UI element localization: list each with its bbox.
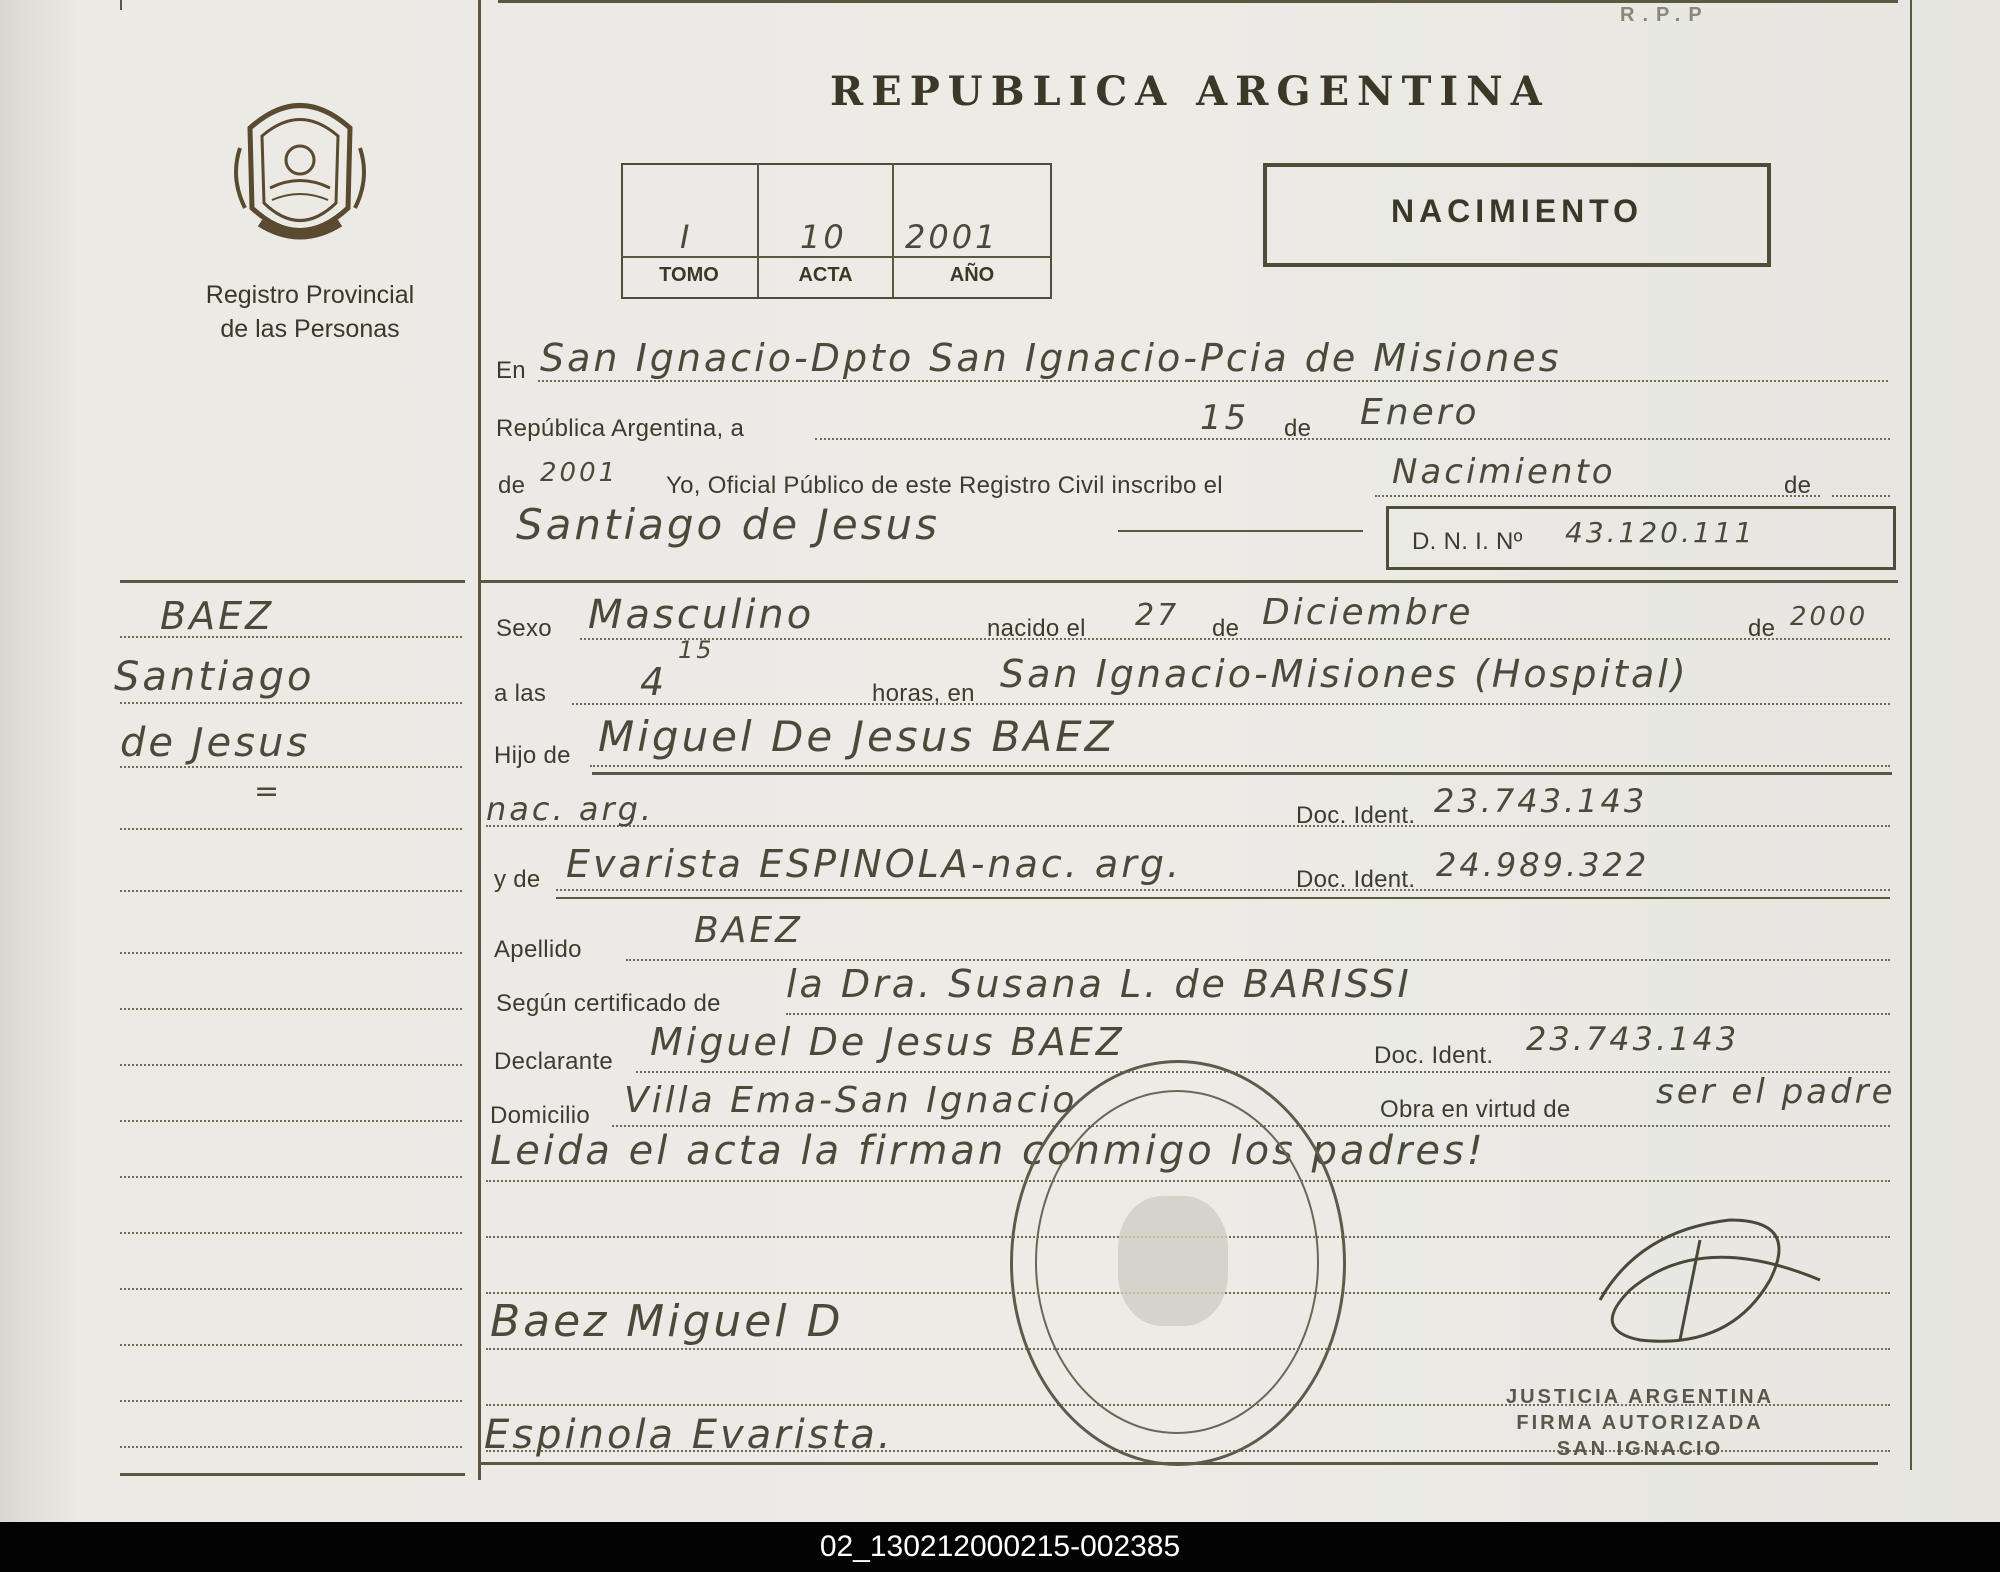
- child-name-line: [1118, 530, 1363, 532]
- line-apellido: [626, 959, 1890, 961]
- birth-month-value: Diciembre: [1262, 592, 1474, 633]
- margin-surname: BAEZ: [160, 594, 275, 638]
- margin-equals: =: [254, 774, 283, 809]
- margin-line: [120, 1400, 462, 1402]
- ano-value: 2001: [905, 218, 999, 256]
- tomo-value: I: [680, 218, 693, 256]
- margin-top-rule: [120, 580, 465, 583]
- label-obra-en-virtud: Obra en virtud de: [1380, 1096, 1571, 1123]
- label-doc-ident-1: Doc. Ident.: [1296, 802, 1416, 829]
- birth-place-value: San Ignacio-Misiones (Hospital): [1000, 652, 1689, 696]
- margin-line: [120, 1288, 462, 1290]
- label-a-las: a las: [494, 680, 547, 707]
- birth-hour-value: 4: [640, 660, 668, 704]
- margin-name-2: de Jesus: [120, 720, 311, 766]
- top-right-mark: R.P.P: [1620, 4, 1710, 26]
- document-title: REPUBLICA ARGENTINA: [830, 68, 1550, 115]
- label-de-3: de: [1784, 472, 1812, 499]
- signature-father: Baez Miguel D: [490, 1296, 844, 1347]
- child-name-value: Santiago de Jesus: [516, 500, 941, 549]
- capacity-value: ser el padre: [1656, 1072, 1896, 1112]
- label-de-2: de: [498, 472, 526, 499]
- label-sexo: Sexo: [496, 615, 552, 642]
- line-en: [538, 380, 1888, 382]
- margin-line: [120, 1344, 462, 1346]
- label-apellido: Apellido: [494, 936, 582, 963]
- label-nacido: nacido el: [987, 615, 1086, 642]
- label-en: En: [496, 357, 526, 384]
- official-signature: [1580, 1190, 1840, 1370]
- record-box-hline: [621, 256, 1050, 258]
- father-rule: [592, 772, 1892, 775]
- declarant-value: Miguel De Jesus BAEZ: [650, 1020, 1125, 1064]
- margin-name-1: Santiago: [114, 654, 315, 700]
- margin-line: [120, 890, 462, 892]
- birth-day-value: 27: [1135, 598, 1180, 633]
- mother-name-value: Evarista ESPINOLA-nac. arg.: [566, 842, 1183, 886]
- year-value: 2001: [540, 458, 619, 488]
- registry-name-line1: Registro Provincial: [205, 281, 415, 309]
- margin-line: [120, 1176, 462, 1178]
- line-certificado: [786, 1013, 1890, 1015]
- line-mother: [556, 889, 1890, 891]
- frame-right-border: [1910, 0, 1912, 1470]
- father-nationality-value: nac. arg.: [486, 790, 655, 828]
- margin-line: [120, 1446, 462, 1448]
- certifier-value: la Dra. Susana L. de BARISSI: [786, 962, 1412, 1006]
- label-doc-ident-2: Doc. Ident.: [1296, 866, 1416, 893]
- margin-line: [120, 766, 462, 768]
- margin-line: [120, 1232, 462, 1234]
- frame-mid-rule: [478, 580, 1898, 583]
- acta-value: 10: [800, 218, 847, 256]
- month-value: Enero: [1360, 392, 1480, 433]
- label-hijo-de: Hijo de: [494, 742, 571, 769]
- margin-line: [120, 702, 462, 704]
- authorization-stamp-line3: SAN IGNACIO: [1556, 1438, 1724, 1460]
- line-acto: [1375, 495, 1820, 497]
- authorization-stamp: [1450, 1384, 1830, 1462]
- authorization-stamp-line2: FIRMA AUTORIZADA: [1516, 1412, 1764, 1434]
- birth-minute-value: 15: [678, 636, 715, 664]
- place-value: San Ignacio-Dpto San Ignacio-Pcia de Misiones: [540, 336, 1562, 380]
- act-value: Nacimiento: [1392, 452, 1616, 492]
- signature-mother: Espinola Evarista.: [484, 1412, 894, 1458]
- dni-value: 43.120.111: [1565, 516, 1756, 549]
- registry-name-line2: de las Personas: [220, 315, 400, 343]
- sex-value: Masculino: [588, 592, 815, 638]
- observation-value: Leida el acta la firman conmigo los padres!: [490, 1128, 1486, 1174]
- label-doc-ident-3: Doc. Ident.: [1374, 1042, 1494, 1069]
- margin-line: [120, 636, 462, 638]
- birth-year-value: 2000: [1790, 602, 1869, 632]
- stamp-emblem-icon: [1118, 1196, 1228, 1326]
- day-value: 15: [1200, 398, 1250, 438]
- line-hour: [572, 703, 1890, 705]
- margin-left-edge: [120, 0, 122, 10]
- label-republica: República Argentina, a: [496, 415, 745, 442]
- margin-bottom-rule: [120, 1473, 465, 1476]
- frame-top-border: [498, 0, 1898, 3]
- declarant-doc-value: 23.743.143: [1526, 1020, 1740, 1058]
- provincial-seal-icon: [230, 88, 370, 253]
- registry-name: [150, 278, 470, 346]
- line-father: [590, 765, 1890, 767]
- line-father-doc: [486, 825, 1890, 827]
- ano-label: AÑO: [949, 264, 995, 286]
- address-value: Villa Ema-San Ignacio: [624, 1080, 1078, 1121]
- father-doc-value: 23.743.143: [1434, 782, 1648, 820]
- margin-line: [120, 1064, 462, 1066]
- mother-doc-value: 24.989.322: [1436, 846, 1650, 884]
- tomo-label: TOMO: [659, 264, 719, 286]
- line-republica: [815, 438, 1890, 440]
- label-de-5: de: [1748, 615, 1776, 642]
- record-type: NACIMIENTO: [1390, 193, 1644, 229]
- authorization-stamp-line1: JUSTICIA ARGENTINA: [1505, 1386, 1775, 1408]
- margin-line: [120, 828, 462, 830]
- margin-line: [120, 1008, 462, 1010]
- label-de-1: de: [1284, 415, 1312, 442]
- frame-left-border: [478, 0, 481, 1480]
- mother-rule: [556, 897, 1890, 899]
- label-y-de: y de: [494, 866, 541, 893]
- acta-label: ACTA: [798, 264, 853, 286]
- label-yo-oficial: Yo, Oficial Público de este Registro Civil inscribo el: [666, 472, 1223, 499]
- label-declarante: Declarante: [494, 1048, 614, 1075]
- archive-image-id: 02_130212000215-002385: [819, 1530, 1181, 1563]
- surname-value: BAEZ: [694, 910, 803, 951]
- label-segun-certificado: Según certificado de: [496, 990, 721, 1017]
- dni-label: D. N. I. Nº: [1412, 528, 1523, 555]
- margin-line: [120, 952, 462, 954]
- label-domicilio: Domicilio: [490, 1102, 591, 1129]
- label-horas-en: horas, en: [872, 680, 975, 707]
- label-de-4: de: [1212, 615, 1240, 642]
- father-name-value: Miguel De Jesus BAEZ: [598, 712, 1117, 761]
- margin-line: [120, 1120, 462, 1122]
- line-acto-end: [1832, 495, 1890, 497]
